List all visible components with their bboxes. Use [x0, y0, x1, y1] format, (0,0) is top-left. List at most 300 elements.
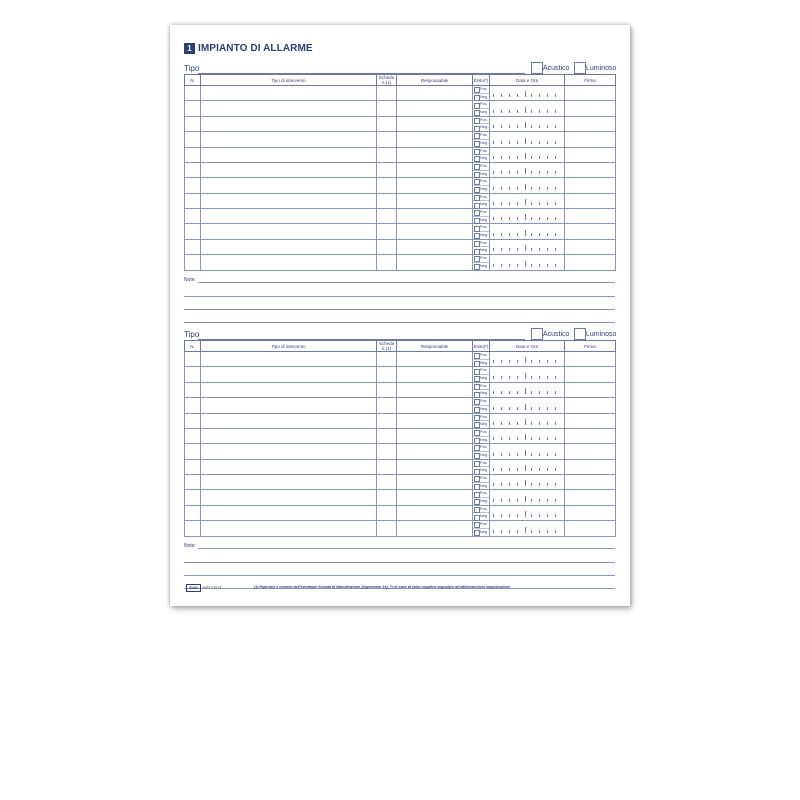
- cell-number[interactable]: [185, 193, 201, 208]
- date-ticks: [493, 453, 561, 456]
- cell-scheda[interactable]: [377, 413, 397, 428]
- table-row: [185, 193, 616, 208]
- cell-intervention-type[interactable]: [201, 224, 377, 239]
- esito-positive[interactable]: Pos.: [473, 224, 489, 232]
- esito-positive[interactable]: Pos.: [473, 163, 489, 171]
- tick-mark: [525, 465, 526, 471]
- tick-mark: [531, 376, 532, 379]
- tick-mark: [501, 437, 502, 440]
- esito-negative[interactable]: Neg.: [473, 498, 489, 505]
- cell-signature[interactable]: [565, 132, 616, 147]
- cell-responsible[interactable]: [397, 86, 473, 101]
- cell-responsible[interactable]: [397, 239, 473, 254]
- tick-mark: [555, 171, 556, 174]
- tick-mark: [493, 437, 494, 440]
- esito-positive[interactable]: Pos.: [473, 398, 489, 406]
- tick-mark: [517, 217, 518, 220]
- esito-positive[interactable]: Pos.: [473, 352, 489, 360]
- cell-scheda[interactable]: [377, 382, 397, 397]
- cell-date-time[interactable]: [490, 116, 565, 131]
- cell-date-time[interactable]: [490, 382, 565, 397]
- esito-positive[interactable]: Pos.: [473, 117, 489, 125]
- tick-mark: [531, 264, 532, 267]
- table-row: [185, 521, 616, 536]
- tick-mark: [539, 391, 540, 394]
- cell-intervention-type[interactable]: [201, 162, 377, 177]
- cell-number[interactable]: [185, 224, 201, 239]
- esito-positive[interactable]: Pos.: [473, 521, 489, 529]
- tick-mark: [531, 422, 532, 425]
- cell-responsible[interactable]: [397, 475, 473, 490]
- form-sheet: [170, 25, 630, 606]
- cell-date-time[interactable]: [490, 239, 565, 254]
- cell-scheda[interactable]: [377, 132, 397, 147]
- tick-mark: [539, 514, 540, 517]
- cell-scheda[interactable]: [377, 367, 397, 382]
- cell-responsible[interactable]: [397, 444, 473, 459]
- tick-mark: [525, 245, 526, 251]
- cell-date-time[interactable]: [490, 162, 565, 177]
- cell-scheda[interactable]: [377, 255, 397, 270]
- tick-mark: [509, 437, 510, 440]
- cell-intervention-type[interactable]: [201, 459, 377, 474]
- cell-intervention-type[interactable]: [201, 239, 377, 254]
- cell-responsible[interactable]: [397, 132, 473, 147]
- esito-positive[interactable]: Pos.: [473, 460, 489, 468]
- esito-positive[interactable]: Pos.: [473, 429, 489, 437]
- tick-mark: [539, 499, 540, 502]
- cell-number[interactable]: [185, 178, 201, 193]
- cell-scheda[interactable]: [377, 101, 397, 116]
- table-row: [185, 444, 616, 459]
- cell-signature[interactable]: [565, 428, 616, 443]
- cell-esito: [473, 505, 490, 520]
- cell-signature[interactable]: [565, 490, 616, 505]
- tick-mark: [547, 483, 548, 486]
- tick-mark: [525, 388, 526, 394]
- esito-negative[interactable]: Neg.: [473, 247, 489, 254]
- cell-intervention-type[interactable]: [201, 475, 377, 490]
- tick-mark: [525, 373, 526, 379]
- checkbox-icon: [474, 103, 480, 109]
- cell-scheda[interactable]: [377, 352, 397, 367]
- esito-negative[interactable]: Neg.: [473, 513, 489, 520]
- cell-intervention-type[interactable]: [201, 101, 377, 116]
- esito-negative[interactable]: Neg.: [473, 452, 489, 459]
- date-ticks: [493, 422, 561, 425]
- tick-mark: [525, 404, 526, 410]
- esito-negative[interactable]: Neg.: [473, 390, 489, 397]
- esito-negative[interactable]: Neg.: [473, 263, 489, 270]
- tick-mark: [525, 230, 526, 236]
- checkbox-icon: [474, 445, 480, 451]
- cell-intervention-type[interactable]: [201, 428, 377, 443]
- tick-mark: [547, 360, 548, 363]
- cell-number[interactable]: [185, 490, 201, 505]
- cell-intervention-type[interactable]: [201, 193, 377, 208]
- esito-positive[interactable]: Pos.: [473, 255, 489, 263]
- cell-signature[interactable]: [565, 382, 616, 397]
- tick-mark: [501, 514, 502, 517]
- cell-signature[interactable]: [565, 86, 616, 101]
- date-ticks: [493, 376, 561, 379]
- note-line[interactable]: [184, 322, 615, 323]
- cell-date-time[interactable]: [490, 398, 565, 413]
- esito-positive[interactable]: Pos.: [473, 444, 489, 452]
- esito-negative[interactable]: Neg.: [473, 483, 489, 490]
- cell-responsible[interactable]: [397, 490, 473, 505]
- tick-mark: [525, 434, 526, 440]
- cell-esito: [473, 490, 490, 505]
- cell-scheda[interactable]: [377, 398, 397, 413]
- cell-responsible[interactable]: [397, 398, 473, 413]
- tick-mark: [555, 453, 556, 456]
- cell-date-time[interactable]: [490, 101, 565, 116]
- tick-mark: [517, 530, 518, 533]
- cell-signature[interactable]: [565, 116, 616, 131]
- cell-date-time[interactable]: [490, 444, 565, 459]
- tick-mark: [509, 94, 510, 97]
- tick-mark: [501, 141, 502, 144]
- cell-date-time[interactable]: [490, 490, 565, 505]
- note-line[interactable]: [184, 296, 615, 297]
- tick-mark: [493, 217, 494, 220]
- cell-number[interactable]: [185, 413, 201, 428]
- tick-mark: [501, 530, 502, 533]
- tick-mark: [501, 360, 502, 363]
- cell-responsible[interactable]: [397, 101, 473, 116]
- table-row: [185, 101, 616, 116]
- tick-mark: [509, 141, 510, 144]
- esito-negative[interactable]: Neg.: [473, 186, 489, 193]
- esito-negative[interactable]: Neg.: [473, 140, 489, 147]
- cell-scheda[interactable]: [377, 475, 397, 490]
- cell-number[interactable]: [185, 116, 201, 131]
- cell-responsible[interactable]: [397, 459, 473, 474]
- esito-positive[interactable]: Pos.: [473, 414, 489, 422]
- cell-date-time[interactable]: [490, 132, 565, 147]
- tick-mark: [531, 141, 532, 144]
- esito-negative[interactable]: Neg.: [473, 124, 489, 131]
- cell-intervention-type[interactable]: [201, 413, 377, 428]
- esito-negative[interactable]: Neg.: [473, 171, 489, 178]
- cell-intervention-type[interactable]: [201, 209, 377, 224]
- cell-signature[interactable]: [565, 193, 616, 208]
- tick-mark: [517, 453, 518, 456]
- tick-mark: [493, 360, 494, 363]
- esito-negative[interactable]: Neg.: [473, 406, 489, 413]
- tick-mark: [525, 107, 526, 113]
- tick-mark: [493, 453, 494, 456]
- tick-mark: [509, 391, 510, 394]
- cell-intervention-type[interactable]: [201, 505, 377, 520]
- esito-negative[interactable]: Neg.: [473, 360, 489, 367]
- cell-responsible[interactable]: [397, 162, 473, 177]
- cell-signature[interactable]: [565, 505, 616, 520]
- cell-intervention-type[interactable]: [201, 255, 377, 270]
- cell-intervention-type[interactable]: [201, 178, 377, 193]
- cell-signature[interactable]: [565, 413, 616, 428]
- cell-number[interactable]: [185, 255, 201, 270]
- cell-signature[interactable]: [565, 209, 616, 224]
- column-header: Scheda n.(1): [377, 75, 397, 86]
- cell-number[interactable]: [185, 459, 201, 474]
- tick-mark: [509, 264, 510, 267]
- column-header: Tipo di intervento: [201, 75, 377, 86]
- cell-scheda[interactable]: [377, 209, 397, 224]
- cell-responsible[interactable]: [397, 178, 473, 193]
- cell-responsible[interactable]: [397, 413, 473, 428]
- esito-positive[interactable]: Pos.: [473, 490, 489, 498]
- cell-scheda[interactable]: [377, 521, 397, 536]
- cell-signature[interactable]: [565, 147, 616, 162]
- tick-mark: [509, 499, 510, 502]
- tick-mark: [547, 407, 548, 410]
- tick-mark: [509, 217, 510, 220]
- cell-scheda[interactable]: [377, 428, 397, 443]
- cell-number[interactable]: [185, 147, 201, 162]
- tick-mark: [531, 530, 532, 533]
- cell-responsible[interactable]: [397, 352, 473, 367]
- cell-scheda[interactable]: [377, 459, 397, 474]
- tick-mark: [531, 391, 532, 394]
- cell-intervention-type[interactable]: [201, 398, 377, 413]
- tick-mark: [539, 407, 540, 410]
- tick-mark: [525, 184, 526, 190]
- cell-intervention-type[interactable]: [201, 86, 377, 101]
- esito-positive[interactable]: Pos.: [473, 86, 489, 94]
- tick-mark: [493, 422, 494, 425]
- cell-number[interactable]: [185, 162, 201, 177]
- cell-date-time[interactable]: [490, 475, 565, 490]
- tick-mark: [501, 391, 502, 394]
- cell-intervention-type[interactable]: [201, 444, 377, 459]
- cell-scheda[interactable]: [377, 178, 397, 193]
- cell-date-time[interactable]: [490, 352, 565, 367]
- cell-date-time[interactable]: [490, 255, 565, 270]
- cell-signature[interactable]: [565, 475, 616, 490]
- cell-number[interactable]: [185, 444, 201, 459]
- cell-number[interactable]: [185, 505, 201, 520]
- cell-scheda[interactable]: [377, 239, 397, 254]
- cell-scheda[interactable]: [377, 162, 397, 177]
- esito-positive[interactable]: Pos.: [473, 148, 489, 156]
- checkbox-icon: [474, 492, 480, 498]
- date-ticks: [493, 437, 561, 440]
- luminoso-checkbox[interactable]: [574, 62, 586, 74]
- column-header: Firma: [565, 341, 616, 352]
- tick-mark: [517, 171, 518, 174]
- cell-responsible[interactable]: [397, 521, 473, 536]
- cell-date-time[interactable]: [490, 459, 565, 474]
- esito-positive[interactable]: Pos.: [473, 194, 489, 202]
- cell-responsible[interactable]: [397, 193, 473, 208]
- cell-date-time[interactable]: [490, 86, 565, 101]
- cell-number[interactable]: [185, 367, 201, 382]
- tick-mark: [555, 360, 556, 363]
- esito-negative[interactable]: Neg.: [473, 109, 489, 116]
- cell-responsible[interactable]: [397, 209, 473, 224]
- cell-intervention-type[interactable]: [201, 116, 377, 131]
- esito-negative[interactable]: Neg.: [473, 421, 489, 428]
- esito-negative[interactable]: Neg.: [473, 437, 489, 444]
- cell-date-time[interactable]: [490, 367, 565, 382]
- note-line[interactable]: [184, 309, 615, 310]
- cell-number[interactable]: [185, 475, 201, 490]
- column-header: Data e Ora: [490, 75, 565, 86]
- cell-intervention-type[interactable]: [201, 367, 377, 382]
- cell-responsible[interactable]: [397, 382, 473, 397]
- cell-date-time[interactable]: [490, 413, 565, 428]
- cell-signature[interactable]: [565, 162, 616, 177]
- cell-responsible[interactable]: [397, 505, 473, 520]
- esito-positive[interactable]: Pos.: [473, 506, 489, 514]
- cell-esito: [473, 147, 490, 162]
- esito-negative[interactable]: Neg.: [473, 375, 489, 382]
- checkbox-icon: [474, 241, 480, 247]
- tipo-label: Tipo: [184, 64, 200, 73]
- esito-positive[interactable]: Pos.: [473, 209, 489, 217]
- note-line[interactable]: [198, 548, 615, 549]
- date-ticks: [493, 264, 561, 267]
- cell-date-time[interactable]: [490, 147, 565, 162]
- acustico-checkbox[interactable]: [531, 62, 543, 74]
- cell-intervention-type[interactable]: [201, 147, 377, 162]
- cell-number[interactable]: [185, 86, 201, 101]
- cell-intervention-type[interactable]: [201, 490, 377, 505]
- cell-date-time[interactable]: [490, 193, 565, 208]
- cell-scheda[interactable]: [377, 444, 397, 459]
- note-line[interactable]: [184, 562, 615, 563]
- cell-signature[interactable]: [565, 444, 616, 459]
- esito-negative[interactable]: Neg.: [473, 94, 489, 101]
- cell-scheda[interactable]: [377, 86, 397, 101]
- esito-positive[interactable]: Pos.: [473, 367, 489, 375]
- cell-number[interactable]: [185, 382, 201, 397]
- cell-scheda[interactable]: [377, 116, 397, 131]
- cell-signature[interactable]: [565, 224, 616, 239]
- cell-signature[interactable]: [565, 352, 616, 367]
- cell-number[interactable]: [185, 209, 201, 224]
- cell-date-time[interactable]: [490, 224, 565, 239]
- cell-number[interactable]: [185, 352, 201, 367]
- tick-mark: [547, 422, 548, 425]
- cell-number[interactable]: [185, 132, 201, 147]
- tick-mark: [493, 141, 494, 144]
- tick-mark: [555, 156, 556, 159]
- cell-esito: [473, 101, 490, 116]
- cell-number[interactable]: [185, 521, 201, 536]
- cell-intervention-type[interactable]: [201, 132, 377, 147]
- cell-scheda[interactable]: [377, 193, 397, 208]
- tick-mark: [509, 422, 510, 425]
- esito-negative[interactable]: Neg.: [473, 217, 489, 224]
- cell-date-time[interactable]: [490, 521, 565, 536]
- cell-responsible[interactable]: [397, 255, 473, 270]
- tick-mark: [539, 530, 540, 533]
- cell-responsible[interactable]: [397, 147, 473, 162]
- checkbox-icon: [474, 195, 480, 201]
- tick-mark: [501, 125, 502, 128]
- checkbox-icon: [474, 118, 480, 124]
- cell-signature[interactable]: [565, 521, 616, 536]
- luminoso-checkbox[interactable]: [574, 328, 586, 340]
- tick-mark: [547, 264, 548, 267]
- cell-scheda[interactable]: [377, 505, 397, 520]
- tick-mark: [493, 125, 494, 128]
- esito-negative[interactable]: Neg.: [473, 201, 489, 208]
- cell-intervention-type[interactable]: [201, 352, 377, 367]
- esito-negative[interactable]: Neg.: [473, 467, 489, 474]
- esito-negative[interactable]: Neg.: [473, 232, 489, 239]
- cell-signature[interactable]: [565, 101, 616, 116]
- cell-date-time[interactable]: [490, 209, 565, 224]
- esito-negative[interactable]: Neg.: [473, 155, 489, 162]
- acustico-checkbox[interactable]: [531, 328, 543, 340]
- cell-signature[interactable]: [565, 398, 616, 413]
- cell-number[interactable]: [185, 398, 201, 413]
- cell-scheda[interactable]: [377, 147, 397, 162]
- cell-date-time[interactable]: [490, 505, 565, 520]
- esito-negative[interactable]: Neg.: [473, 529, 489, 536]
- table-row: [185, 147, 616, 162]
- cell-date-time[interactable]: [490, 178, 565, 193]
- esito-positive[interactable]: Pos.: [473, 475, 489, 483]
- tick-mark: [525, 527, 526, 533]
- cell-scheda[interactable]: [377, 490, 397, 505]
- esito-positive[interactable]: Pos.: [473, 240, 489, 248]
- table-row: [185, 413, 616, 428]
- tick-mark: [501, 376, 502, 379]
- esito-positive[interactable]: Pos.: [473, 383, 489, 391]
- note-line[interactable]: [184, 575, 615, 576]
- cell-number[interactable]: [185, 239, 201, 254]
- tick-mark: [547, 437, 548, 440]
- table-row: [185, 367, 616, 382]
- cell-signature[interactable]: [565, 459, 616, 474]
- tick-mark: [517, 110, 518, 113]
- esito-positive[interactable]: Pos.: [473, 101, 489, 109]
- table-row: [185, 255, 616, 270]
- tick-mark: [555, 141, 556, 144]
- tick-mark: [509, 248, 510, 251]
- cell-intervention-type[interactable]: [201, 382, 377, 397]
- date-ticks: [493, 248, 561, 251]
- date-ticks: [493, 233, 561, 236]
- cell-signature[interactable]: [565, 255, 616, 270]
- cell-scheda[interactable]: [377, 224, 397, 239]
- esito-positive[interactable]: Pos.: [473, 132, 489, 140]
- cell-responsible[interactable]: [397, 116, 473, 131]
- cell-number[interactable]: [185, 428, 201, 443]
- note-line[interactable]: [198, 282, 615, 283]
- tick-mark: [493, 202, 494, 205]
- cell-signature[interactable]: [565, 178, 616, 193]
- cell-signature[interactable]: [565, 367, 616, 382]
- tick-mark: [517, 248, 518, 251]
- cell-responsible[interactable]: [397, 428, 473, 443]
- tick-mark: [531, 468, 532, 471]
- cell-responsible[interactable]: [397, 367, 473, 382]
- cell-signature[interactable]: [565, 239, 616, 254]
- tick-mark: [493, 514, 494, 517]
- cell-number[interactable]: [185, 101, 201, 116]
- esito-positive[interactable]: Pos.: [473, 178, 489, 186]
- cell-date-time[interactable]: [490, 428, 565, 443]
- cell-intervention-type[interactable]: [201, 521, 377, 536]
- cell-responsible[interactable]: [397, 224, 473, 239]
- tick-mark: [539, 217, 540, 220]
